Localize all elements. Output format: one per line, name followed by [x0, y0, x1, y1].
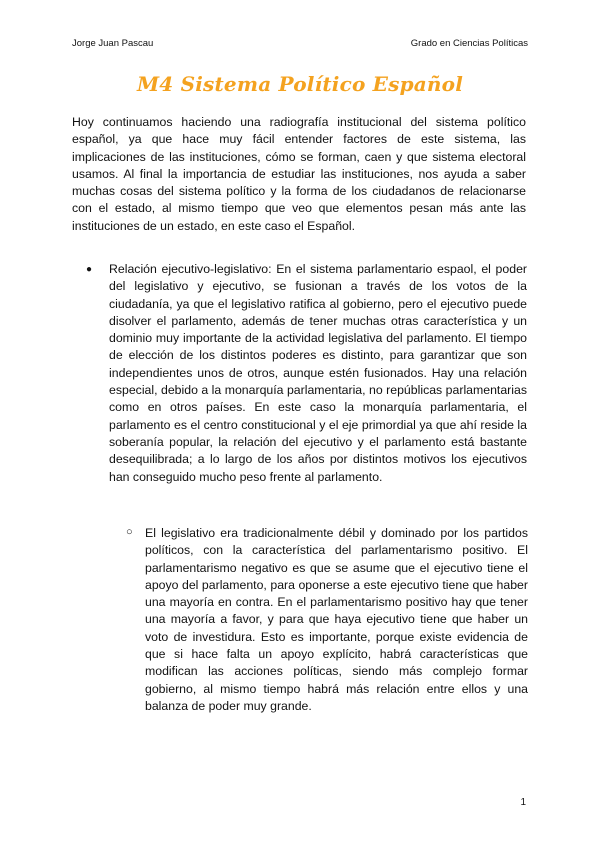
bullet-marker-filled: ● — [86, 264, 93, 275]
header-degree: Grado en Ciencias Políticas — [410, 38, 528, 49]
bullet-executive-legislative: Relación ejecutivo-legislativo: En el sistema parlamentario espaol, el poder del legislativo y ejecutivo, se fusionan a través de los votos de la ciudadanía, ya que el legislativo ratifica al gobierno, pero el ejecutivo puede disolver el parlamento, además de tener muchas otras característica y un dominio muy importante de la actividad legislativa del parlamento. El tiempo de elección de los distintos poderes es distinto, para garantizar que son independientes unos de otros, aunque estén fusionados. Hay una relación especial, debido a la monarquía parlamentaria, no repúblicas parlamentarias como en otros países. En este caso la monarquía parlamentaria, el parlamento es el centro constitucional y el eje primordial ya que ahí reside la soberanía popular, la relación del ejecutivo y el parlamento está bastante desequilibrada; a lo largo de los años por distintos motivos los ejecutivos han conseguido mucho peso frente al parlamento. — [109, 262, 527, 484]
bullet-marker-hollow: ○ — [126, 526, 133, 538]
page-header — [72, 38, 528, 52]
page-number: 1 — [520, 797, 526, 808]
intro-paragraph: Hoy continuamos haciendo una radiografía institucional del sistema político español, ya que hace muy fácil entender factores de este sistema, las implicaciones de las instituciones, cómo se forman, caen y que sistema electoral usamos. Al final la importancia de estudiar las instituciones, nos ayuda a saber muchas cosas del sistema político y la forma de los ciudadanos de relacionarse con el estado, al mismo tiempo que veo que elementos pesan más ante las instituciones de un estado, en este caso el Español. — [72, 115, 526, 233]
bullet-legislative-weakness: El legislativo era tradicionalmente débil y dominado por los partidos políticos, con la característica del parlamentarismo positivo. El parlamentarismo negativo es que se asume que el ejecutivo tiene el apoyo del parlamento, para oponerse a este ejecutivo tiene que haber una mayoría en contra. En el parlamentarismo positivo hay que tener una mayoría a favor, y para que haya ejecutivo tiene que haber un voto de investidura. Esto es importante, porque existe evidencia de que si hace falta un apoyo explícito, habrá características que modifican las acciones políticas, siendo más complejo formar gobierno, al mismo tiempo habrá más relación entre ellos y una balanza de poder muy grande. — [145, 526, 528, 713]
header-author: Jorge Juan Pascau — [72, 38, 154, 49]
document-title: M4 Sistema Político Español — [136, 72, 464, 96]
